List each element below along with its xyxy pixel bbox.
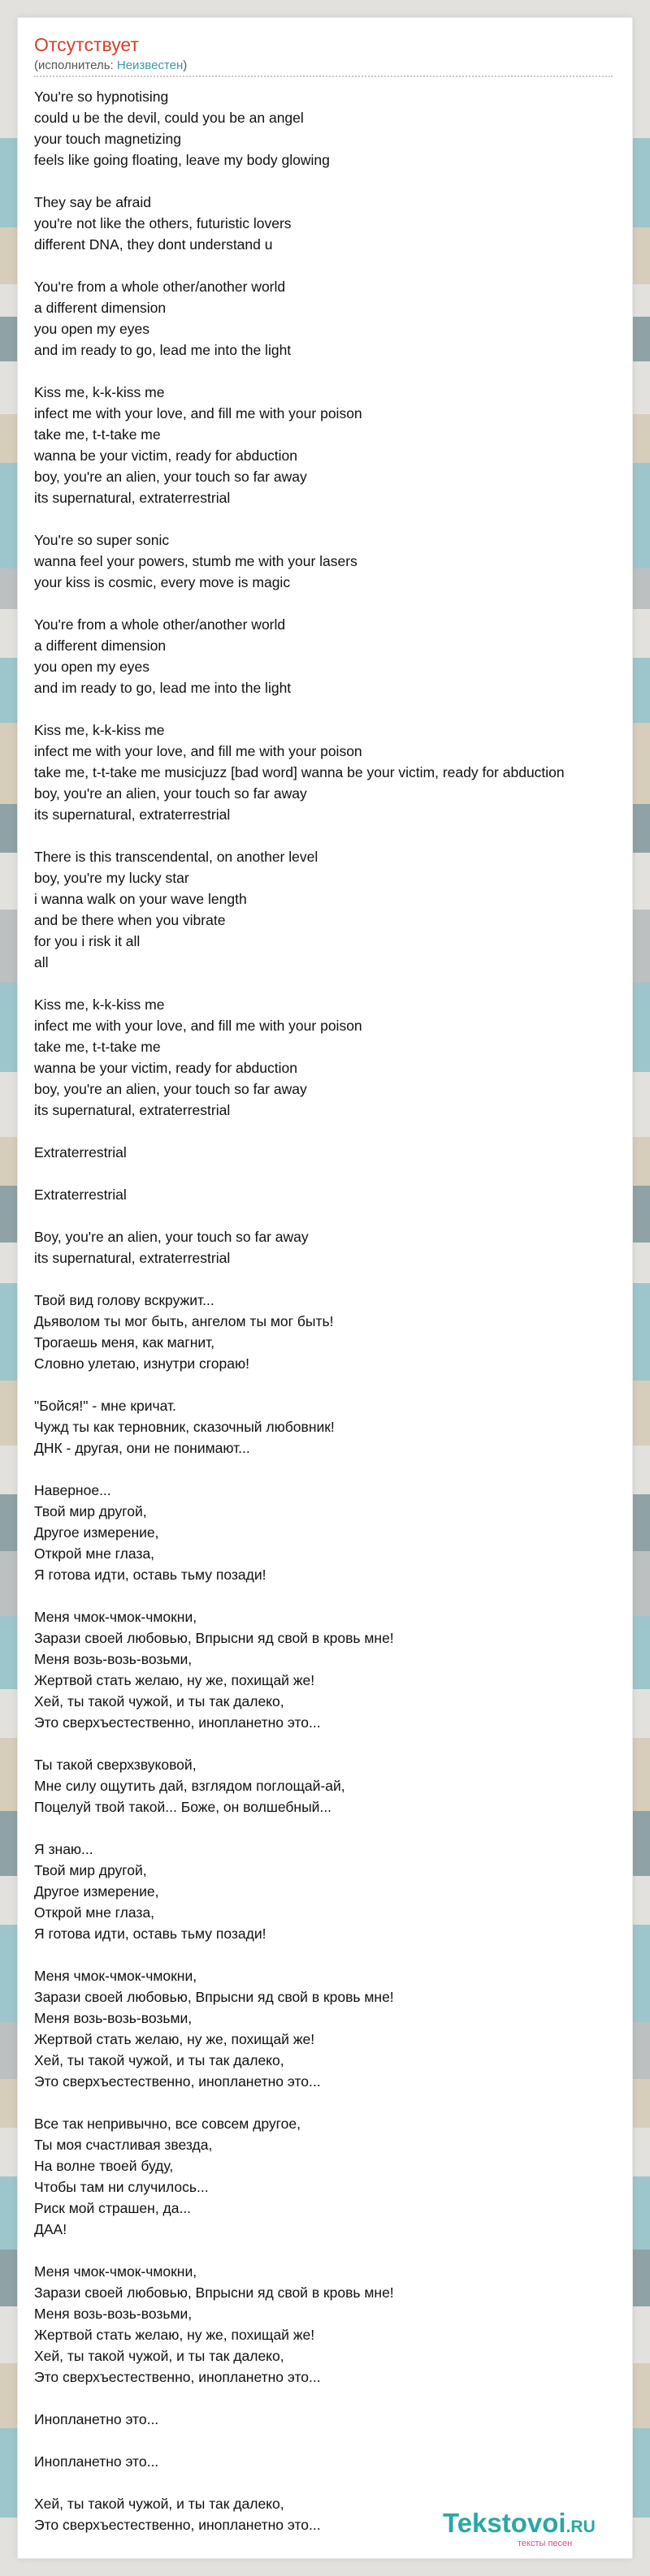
lyric-line: Жертвой стать желаю, ну же, похищай же! — [34, 2327, 315, 2343]
stanza-break — [34, 1205, 632, 1226]
lyric-line: and im ready to go, lead me into the light — [34, 342, 292, 358]
stanza-break — [34, 171, 632, 192]
lyric-line: Меня чмок-чмок-чмокни, — [34, 2263, 197, 2280]
lyric-line: Чужд ты как терновник, сказочный любовник! — [34, 1419, 335, 1435]
logo-wordmark — [443, 2508, 596, 2539]
lyric-line: your touch magnetizing — [34, 131, 181, 147]
stanza-break — [34, 2388, 632, 2409]
lyric-line: Мне силу ощутить дай, взглядом поглощай-ай, — [34, 1778, 345, 1794]
song-title: Отсутствует — [34, 34, 139, 55]
lyric-line: wanna be your victim, ready for abduction — [34, 1060, 297, 1076]
lyric-line: you open my eyes — [34, 659, 150, 675]
stanza-break — [34, 2240, 632, 2261]
lyric-line: Kiss me, k-k-kiss me — [34, 384, 165, 400]
stanza-break — [34, 1459, 632, 1480]
lyric-line: Открой мне глаза, — [34, 1904, 155, 1921]
stanza-break — [34, 508, 632, 529]
lyric-line: Хей, ты такой чужой, и ты так далеко, — [34, 2052, 284, 2068]
lyric-line: Меня возь-возь-возьми, — [34, 2010, 193, 2026]
lyric-line: its supernatural, extraterrestrial — [34, 490, 231, 506]
lyric-line: Это сверхъестественно, инопланетно это... — [34, 2073, 321, 2090]
lyric-line: Хей, ты такой чужой, и ты так далеко, — [34, 1693, 284, 1709]
lyric-line: Меня возь-возь-возьми, — [34, 1651, 193, 1667]
stanza-break — [34, 255, 632, 276]
lyric-line: Зарази своей любовью, Впрысни яд свой в кровь мне! — [34, 1989, 394, 2005]
logo-word: Tekstovoi — [443, 2508, 566, 2538]
lyric-line: for you i risk it all — [34, 933, 141, 949]
stanza-break — [34, 1817, 632, 1839]
stanza-break — [34, 698, 632, 720]
lyric-line: There is this transcendental, on another level — [34, 849, 318, 865]
stanza-break — [34, 1269, 632, 1290]
lyric-line: Жертвой стать желаю, ну же, похищай же! — [34, 1672, 315, 1688]
lyric-line: Твой мир другой, — [34, 1503, 147, 1519]
lyric-line: Поцелуй твой такой... Боже, он волшебный... — [34, 1799, 332, 1815]
lyric-line: boy, you're an alien, your touch so far away — [34, 785, 307, 802]
lyric-line: Kiss me, k-k-kiss me — [34, 996, 165, 1013]
lyric-line: its supernatural, extraterrestrial — [34, 1102, 231, 1118]
lyric-line: Дьяволом ты мог быть, ангелом ты мог быть! — [34, 1313, 334, 1329]
lyric-line: Я готова идти, оставь тьму позади! — [34, 1567, 266, 1583]
lyric-line: ДАА! — [34, 2221, 67, 2237]
lyric-line: a different dimension — [34, 638, 167, 654]
lyric-line: its supernatural, extraterrestrial — [34, 1250, 231, 1266]
lyric-line: feels like going floating, leave my body glowing — [34, 152, 330, 168]
lyric-line: take me, t-t-take me musicjuzz [bad word] wanna be your victim, ready for abduction — [34, 764, 565, 780]
stanza-break — [34, 1585, 632, 1606]
lyric-line: take me, t-t-take me — [34, 1039, 161, 1055]
lyric-line: Зарази своей любовью, Впрысни яд свой в кровь мне! — [34, 2284, 394, 2301]
site-logo[interactable] — [443, 2508, 622, 2553]
logo-tagline: тексты песен — [518, 2539, 573, 2548]
header-divider — [34, 76, 613, 77]
stanza-break — [34, 1121, 632, 1142]
lyric-line: infect me with your love, and fill me with your poison — [34, 743, 362, 759]
lyric-line: and im ready to go, lead me into the light — [34, 680, 292, 696]
lyrics-text — [34, 86, 632, 2535]
lyric-line: i wanna walk on your wave length — [34, 891, 247, 907]
lyric-line: Трогаешь меня, как магнит, — [34, 1334, 215, 1351]
stanza-break — [34, 1374, 632, 1395]
lyric-line: Все так непривычно, все совсем другое, — [34, 2116, 301, 2132]
lyrics-card — [18, 18, 632, 2558]
stanza-break — [34, 2430, 632, 2451]
lyric-line: Extraterrestrial — [34, 1186, 127, 1203]
artist-suffix: ) — [183, 58, 188, 72]
lyric-line: you open my eyes — [34, 321, 150, 337]
lyric-line: infect me with your love, and fill me with your poison — [34, 1018, 362, 1034]
lyric-line: Меня чмок-чмок-чмокни, — [34, 1609, 197, 1625]
lyric-line: Ты такой сверхзвуковой, — [34, 1757, 197, 1773]
lyric-line: Хей, ты такой чужой, и ты так далеко, — [34, 2348, 284, 2364]
lyric-line: They say be afraid — [34, 194, 151, 210]
stanza-break — [34, 825, 632, 846]
stanza-break — [34, 1944, 632, 1965]
lyric-line: all — [34, 954, 49, 970]
lyric-line: boy, you're my lucky star — [34, 870, 189, 886]
lyric-line: Это сверхъестественно, инопланетно это... — [34, 2369, 321, 2385]
lyric-line: ДНК - другая, они не понимают... — [34, 1440, 250, 1456]
stanza-break — [34, 593, 632, 614]
lyric-line: You're from a whole other/another world — [34, 279, 286, 295]
lyric-line: Другое измерение, — [34, 1883, 159, 1900]
lyric-line: wanna feel your powers, stumb me with your lasers — [34, 553, 358, 569]
lyric-line: Чтобы там ни случилось... — [34, 2179, 209, 2195]
lyric-line: Меня возь-возь-возьми, — [34, 2306, 193, 2322]
lyric-line: Жертвой стать желаю, ну же, похищай же! — [34, 2031, 315, 2047]
lyric-line: Boy, you're an alien, your touch so far away — [34, 1229, 309, 1245]
lyric-line: different DNA, they dont understand u — [34, 236, 273, 253]
lyric-line: You're from a whole other/another world — [34, 616, 286, 633]
lyric-line: its supernatural, extraterrestrial — [34, 806, 231, 823]
lyric-line: Kiss me, k-k-kiss me — [34, 722, 165, 738]
lyric-line: Риск мой страшен, да... — [34, 2200, 192, 2216]
lyric-line: Другое измерение, — [34, 1524, 159, 1541]
stanza-break — [34, 1733, 632, 1754]
lyric-line: could u be the devil, could you be an angel — [34, 110, 304, 126]
stanza-break — [34, 2472, 632, 2493]
lyric-line: Зарази своей любовью, Впрысни яд свой в кровь мне! — [34, 1630, 394, 1646]
lyric-line: Инопланетно это... — [34, 2411, 159, 2427]
lyric-line: infect me with your love, and fill me with your poison — [34, 405, 362, 421]
lyric-line: your kiss is cosmic, every move is magic — [34, 574, 291, 590]
lyric-line: Ты моя счастливая звезда, — [34, 2137, 213, 2153]
lyric-line: wanna be your victim, ready for abduction — [34, 447, 297, 464]
logo-tld: .RU — [566, 2518, 596, 2536]
lyric-line: На волне твоей буду, — [34, 2158, 174, 2174]
lyric-line: Твой мир другой, — [34, 1862, 147, 1878]
lyric-line: Меня чмок-чмок-чмокни, — [34, 1968, 197, 1984]
lyric-line: Наверное... — [34, 1482, 111, 1498]
artist-link[interactable]: Неизвестен — [116, 58, 184, 72]
lyric-line: Это сверхъестественно, инопланетно это... — [34, 2517, 321, 2533]
stanza-break — [34, 2092, 632, 2113]
lyric-line: a different dimension — [34, 300, 167, 316]
lyric-line: Это сверхъестественно, инопланетно это... — [34, 1714, 321, 1731]
stanza-break — [34, 1163, 632, 1184]
lyric-line: You're so hypnotising — [34, 89, 169, 105]
lyric-line: Extraterrestrial — [34, 1144, 127, 1160]
stanza-break — [34, 973, 632, 994]
lyric-line: Твой вид голову вскружит... — [34, 1292, 214, 1308]
lyric-line: Инопланетно это... — [34, 2453, 159, 2470]
lyric-line: take me, t-t-take me — [34, 426, 161, 443]
lyric-line: Словно улетаю, изнутри сгораю! — [34, 1355, 249, 1372]
lyric-line: You're so super sonic — [34, 532, 170, 548]
stanza-break — [34, 361, 632, 382]
lyric-line: boy, you're an alien, your touch so far away — [34, 469, 307, 485]
lyric-line: Я готова идти, оставь тьму позади! — [34, 1926, 266, 1942]
lyric-line: Я знаю... — [34, 1841, 93, 1857]
lyric-line: and be there when you vibrate — [34, 912, 226, 928]
artist-prefix: (исполнитель: — [34, 58, 117, 72]
lyric-line: Хей, ты такой чужой, и ты так далеко, — [34, 2496, 284, 2512]
lyric-line: "Бойся!" - мне кричат. — [34, 1398, 176, 1414]
lyric-line: you're not like the others, futuristic lovers — [34, 215, 292, 231]
lyric-line: Открой мне глаза, — [34, 1545, 155, 1562]
artist-line — [34, 58, 187, 72]
lyric-line: boy, you're an alien, your touch so far away — [34, 1081, 307, 1097]
